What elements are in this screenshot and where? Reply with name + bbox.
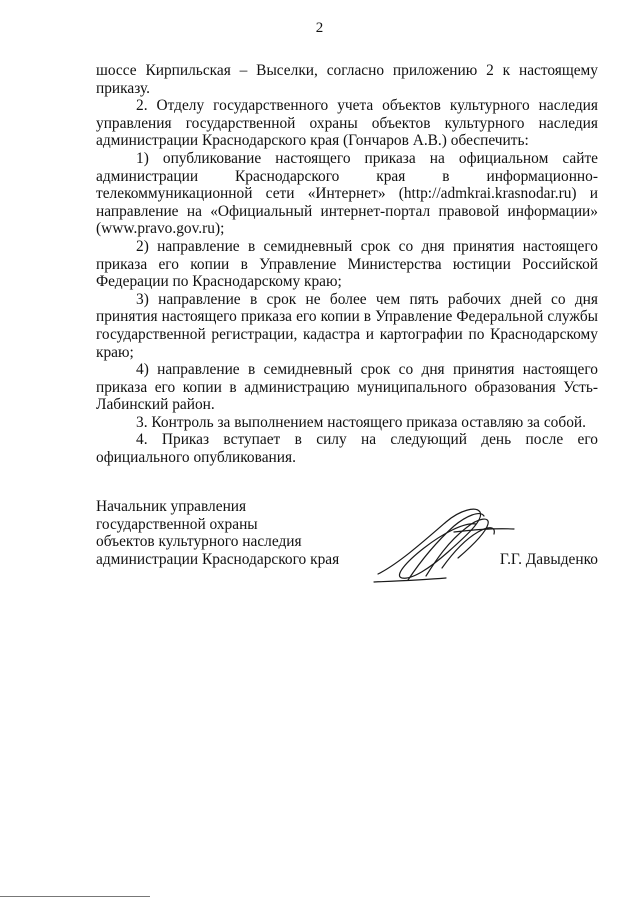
signer-title-line: объектов культурного наследия bbox=[96, 533, 302, 551]
signer-title-line: Начальник управления bbox=[96, 498, 247, 515]
body-paragraph: 4) направление в семидневный срок со дня принятия настоящего приказа его копии в администрацию муниципального образования Усть-Лабинский район. bbox=[96, 361, 598, 414]
body-paragraph: шоссе Кирпильская – Выселки, согласно приложению 2 к настоящему приказу. bbox=[96, 62, 598, 97]
body-paragraph: 2. Отделу государственного учета объектов культурного наследия управления государственной охраны объектов культурного наследия администрации Краснодарского края (Гончаров А.В.) обеспечить: bbox=[96, 97, 598, 150]
signer-title-line: администрации Краснодарского края bbox=[96, 550, 340, 568]
footer-rule bbox=[0, 896, 150, 897]
body-paragraph: 1) опубликование настоящего приказа на официальном сайте администрации Краснодарского края в информационно-телекоммуникационной сети «Интернет» (http://admkrai.krasnodar.ru) и направление на «Официальный интернет-портал правовой информации» (www.pravo.gov.ru); bbox=[96, 149, 598, 238]
page-number: 2 bbox=[315, 20, 324, 36]
handwritten-signature bbox=[368, 502, 518, 588]
body-paragraph: 2) направление в семидневный срок со дня принятия настоящего приказа его копии в Управление Министерства юстиции Российской Федерации по Краснодарскому краю; bbox=[96, 237, 598, 291]
body-paragraph: 3) направление в срок не более чем пять рабочих дней со дня принятия настоящего приказа его копии в Управление Федеральной службы государственной регистрации, кадастра и картографии по Краснодарскому краю; bbox=[96, 290, 598, 361]
body-paragraph: 4. Приказ вступает в силу на следующий день после его официального опубликования. bbox=[96, 431, 598, 467]
body-paragraph: 3. Контроль за выполнением настоящего приказа оставляю за собой. bbox=[136, 413, 586, 431]
signer-name: Г.Г. Давыденко bbox=[499, 550, 598, 568]
signature-block bbox=[96, 498, 598, 578]
document-body bbox=[96, 62, 598, 467]
signer-title-line: государственной охраны bbox=[96, 515, 258, 533]
